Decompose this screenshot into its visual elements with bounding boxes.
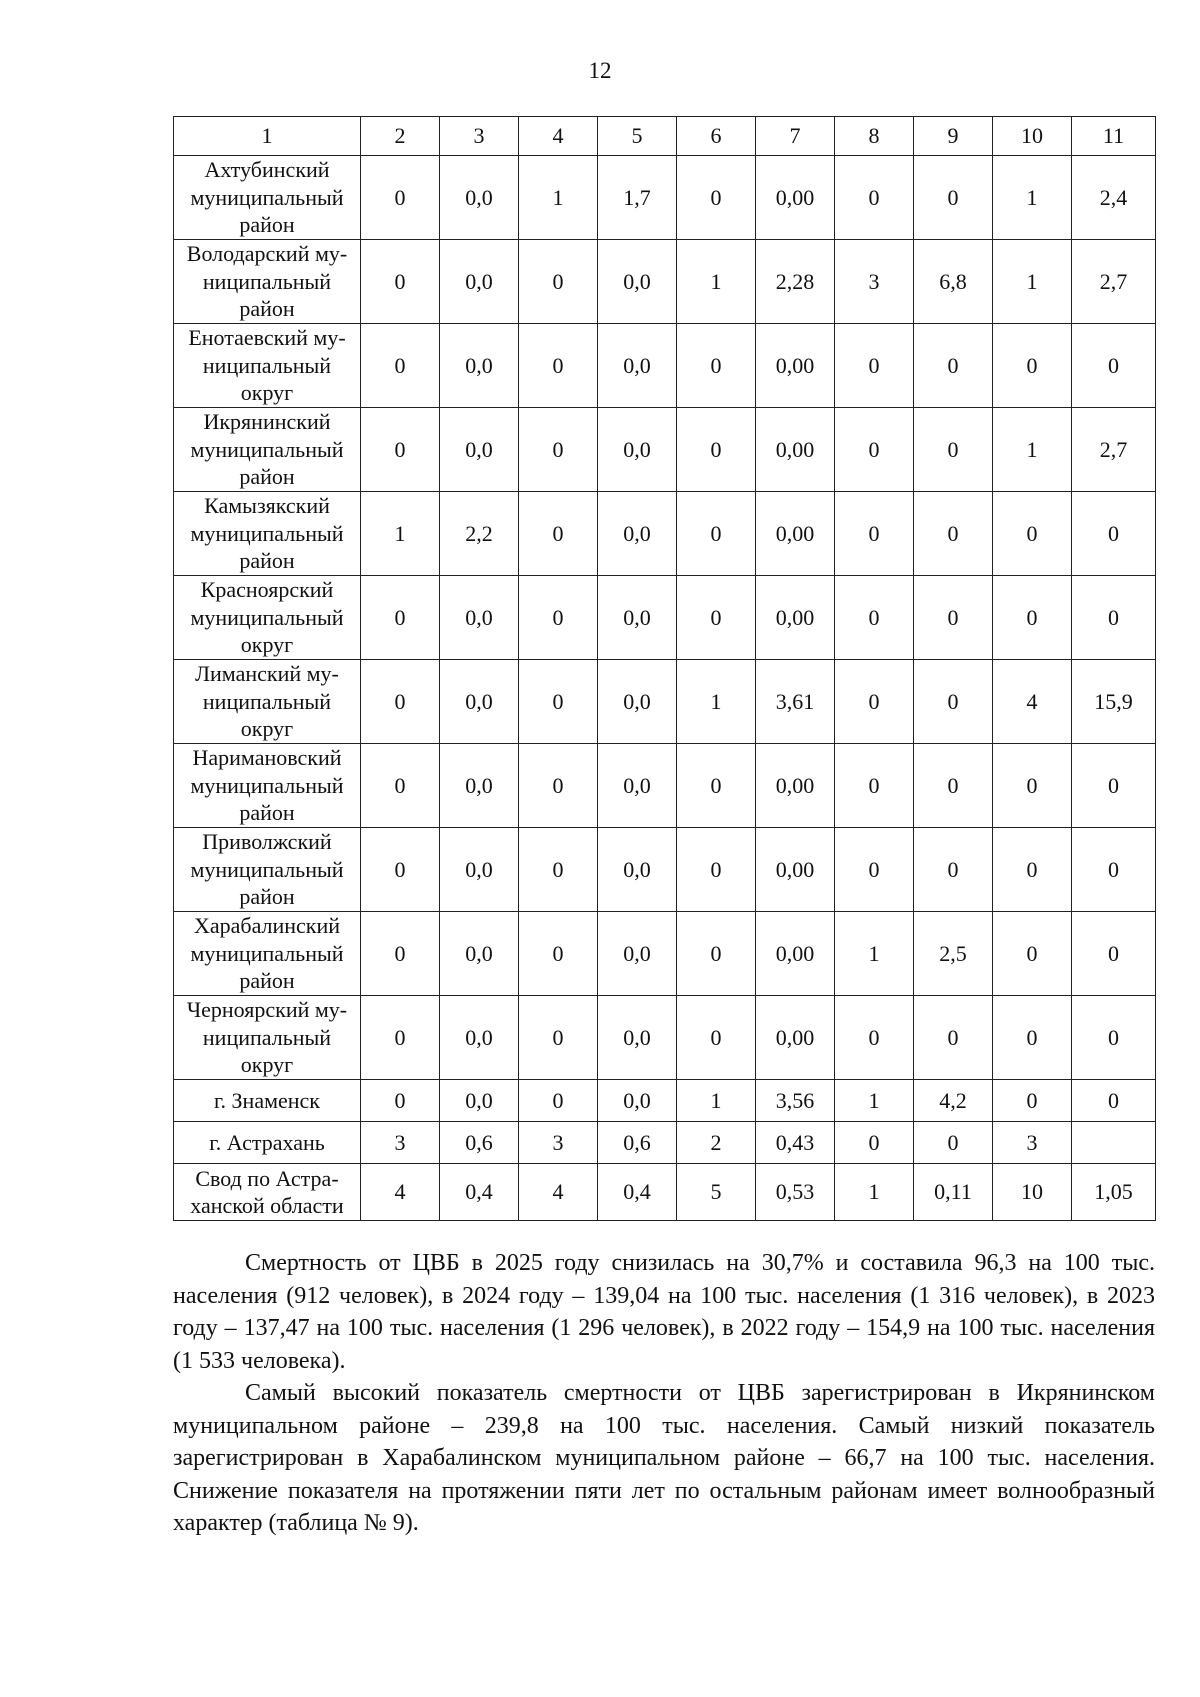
table-cell: 0	[914, 408, 993, 492]
table-cell: 1	[519, 156, 598, 240]
table-cell: 4	[361, 1164, 440, 1221]
column-header: 10	[993, 117, 1072, 156]
table-cell: 0	[993, 912, 1072, 996]
table-row	[174, 1122, 1156, 1164]
row-label-line: Красноярский	[200, 577, 334, 603]
row-label-line: район	[239, 800, 295, 826]
table-cell: 0,00	[756, 156, 835, 240]
table-cell: 0	[519, 1080, 598, 1122]
table-row	[174, 744, 1156, 828]
table-cell: 0,00	[756, 324, 835, 408]
row-label-line: округ	[240, 632, 294, 658]
table-cell: 0,00	[756, 744, 835, 828]
table-cell: 0	[914, 492, 993, 576]
table-row	[174, 1164, 1156, 1221]
table-cell: 3	[835, 240, 914, 324]
row-label	[174, 240, 361, 324]
table-row	[174, 408, 1156, 492]
table-cell: 0	[1072, 492, 1156, 576]
table-cell: 4	[519, 1164, 598, 1221]
row-label-line: ниципальный	[202, 1024, 332, 1050]
row-label-line: муниципальный	[190, 184, 344, 210]
table-cell: 0	[835, 576, 914, 660]
table-cell: 0	[361, 1080, 440, 1122]
row-label-line: Харабалинский	[193, 913, 341, 939]
row-label	[174, 996, 361, 1080]
row-label-line: округ	[240, 380, 294, 406]
table-cell: 2,5	[914, 912, 993, 996]
table-cell: 0,00	[756, 408, 835, 492]
table-cell: 0	[914, 324, 993, 408]
table-cell: 0	[1072, 324, 1156, 408]
table-cell: 1	[993, 240, 1072, 324]
column-header: 6	[677, 117, 756, 156]
table-cell: 0	[519, 744, 598, 828]
table-cell: 0	[361, 408, 440, 492]
table-cell: 2,2	[440, 492, 519, 576]
row-label-line: район	[239, 296, 295, 322]
row-label-line: Свод по Астра-	[195, 1165, 339, 1191]
table-cell: 0	[993, 492, 1072, 576]
table-cell: 0,0	[440, 1080, 519, 1122]
table-cell: 0	[835, 324, 914, 408]
table-cell: 0	[677, 912, 756, 996]
table-cell: 0	[835, 1122, 914, 1164]
column-header: 8	[835, 117, 914, 156]
row-label	[174, 1122, 361, 1164]
table-cell: 0,0	[598, 408, 677, 492]
table-cell: 0	[914, 996, 993, 1080]
table-cell: 0,0	[598, 576, 677, 660]
table-cell: 0	[1072, 1080, 1156, 1122]
table-cell: 0,0	[440, 660, 519, 744]
table-cell: 1	[993, 408, 1072, 492]
table-cell: 0	[914, 744, 993, 828]
paragraph: Смертность от ЦВБ в 2025 году снизилась на 30,7% и составила 96,3 на 100 тыс. населения (912 человек), в 2024 году – 139,04 на 100 тыс. населения (1 316 человек), в 2023 году – 137,47 на 100 тыс. населения (1 296 человек), в 2022 году – 154,9 на 100 тыс. населения (1 533 человека).	[173, 1250, 1155, 1374]
table-cell: 0	[835, 156, 914, 240]
table-cell: 0	[1072, 996, 1156, 1080]
table-cell: 4	[993, 660, 1072, 744]
table-cell: 0	[835, 408, 914, 492]
table-cell: 0	[519, 324, 598, 408]
table-cell: 0	[835, 996, 914, 1080]
table-cell: 0	[519, 996, 598, 1080]
row-label-line: ниципальный	[202, 268, 332, 294]
table-cell: 0,11	[914, 1164, 993, 1221]
table-cell: 0	[677, 744, 756, 828]
table-cell: 10	[993, 1164, 1072, 1221]
table-cell: 0,0	[598, 324, 677, 408]
table-cell: 0	[677, 408, 756, 492]
table-cell: 0	[361, 660, 440, 744]
table-cell: 0	[361, 156, 440, 240]
table-row	[174, 324, 1156, 408]
page-number: 12	[588, 58, 612, 83]
table-cell: 0,0	[440, 996, 519, 1080]
table-cell: 0,0	[598, 1080, 677, 1122]
table-cell: 0	[361, 240, 440, 324]
row-label-line: округ	[240, 716, 294, 742]
row-label	[174, 324, 361, 408]
row-label	[174, 828, 361, 912]
table-cell: 0	[361, 912, 440, 996]
table-cell: 0	[835, 744, 914, 828]
table-cell: 0,0	[440, 744, 519, 828]
table-cell: 0	[677, 576, 756, 660]
table-cell: 0,0	[440, 324, 519, 408]
table-cell: 0,6	[598, 1122, 677, 1164]
table-cell: 0,0	[440, 408, 519, 492]
body-text-block	[173, 1377, 1155, 1540]
row-label-line: район	[239, 548, 295, 574]
row-label-line: Ахтубинский	[204, 157, 330, 183]
table-row	[174, 156, 1156, 240]
table-cell: 0,00	[756, 996, 835, 1080]
table-cell: 0	[1072, 912, 1156, 996]
row-label-line: район	[239, 464, 295, 490]
table-cell	[1072, 1122, 1156, 1164]
row-label-line: ниципальный	[202, 352, 332, 378]
table-cell: 0	[993, 1080, 1072, 1122]
row-label	[174, 660, 361, 744]
column-header: 5	[598, 117, 677, 156]
table-row	[174, 828, 1156, 912]
row-label	[174, 408, 361, 492]
table-row	[174, 660, 1156, 744]
table-cell: 0,0	[598, 744, 677, 828]
table-cell: 0	[835, 492, 914, 576]
row-label-line: Черноярский му-	[186, 997, 348, 1023]
row-label-line: Камызякский	[204, 493, 330, 519]
table-cell: 6,8	[914, 240, 993, 324]
table-cell: 0,53	[756, 1164, 835, 1221]
row-label-line: муниципальный	[190, 604, 344, 630]
row-label-line: округ	[240, 1052, 294, 1078]
row-label-line: муниципальный	[190, 436, 344, 462]
table-cell: 0,6	[440, 1122, 519, 1164]
table-cell: 0	[993, 744, 1072, 828]
table-cell: 0	[361, 828, 440, 912]
column-header: 9	[914, 117, 993, 156]
table-cell: 2	[677, 1122, 756, 1164]
paragraph: Самый высокий показатель смертности от ЦВБ зарегистрирован в Икрянинском муниципальном районе – 239,8 на 100 тыс. населения. Самый низкий показатель зарегистрирован в Харабалинском муниципальном районе – 66,7 на 100 тыс. населения. Снижение показателя на протяжении пяти лет по остальным районам имеет волнообразный характер (таблица № 9).	[173, 1380, 1155, 1536]
table-cell: 1,7	[598, 156, 677, 240]
row-label-line: г. Астрахань	[209, 1129, 325, 1155]
table-row	[174, 240, 1156, 324]
body-text-block	[173, 1247, 1155, 1377]
table-cell: 0,0	[440, 912, 519, 996]
row-label	[174, 576, 361, 660]
row-label-line: муниципальный	[190, 772, 344, 798]
table-cell: 3	[361, 1122, 440, 1164]
table-cell: 0	[1072, 744, 1156, 828]
table-cell: 0	[993, 828, 1072, 912]
table-cell: 0	[835, 828, 914, 912]
table-cell: 3	[519, 1122, 598, 1164]
row-label-line: Лиманский му-	[195, 661, 339, 687]
row-label-line: Володарский му-	[186, 241, 348, 267]
row-label	[174, 156, 361, 240]
table-cell: 0,0	[598, 492, 677, 576]
table-cell: 0,00	[756, 828, 835, 912]
table-cell: 2,28	[756, 240, 835, 324]
table-cell: 0	[993, 324, 1072, 408]
table-cell: 1	[835, 912, 914, 996]
column-header: 3	[440, 117, 519, 156]
table-cell: 1	[677, 240, 756, 324]
table-row	[174, 576, 1156, 660]
row-label-line: г. Знаменск	[213, 1087, 320, 1113]
table-cell: 0,0	[598, 240, 677, 324]
table-cell: 2,4	[1072, 156, 1156, 240]
table-cell: 2,7	[1072, 240, 1156, 324]
table-cell: 0	[914, 156, 993, 240]
table-cell: 0,0	[440, 156, 519, 240]
table-cell: 0	[519, 408, 598, 492]
table-cell: 0	[361, 576, 440, 660]
table-cell: 3,56	[756, 1080, 835, 1122]
table-cell: 4,2	[914, 1080, 993, 1122]
table-cell: 0,0	[440, 240, 519, 324]
column-header: 1	[174, 117, 361, 156]
table-cell: 0	[1072, 828, 1156, 912]
row-label-line: муниципальный	[190, 520, 344, 546]
table-cell: 0,0	[440, 828, 519, 912]
table-cell: 1	[677, 1080, 756, 1122]
table-cell: 0	[519, 828, 598, 912]
table-cell: 0	[1072, 576, 1156, 660]
table-cell: 0	[519, 240, 598, 324]
table-cell: 0,0	[598, 660, 677, 744]
table-row	[174, 912, 1156, 996]
row-label-line: ниципальный	[202, 688, 332, 714]
table-cell: 0	[677, 828, 756, 912]
table-cell: 0	[361, 744, 440, 828]
table-cell: 0	[361, 324, 440, 408]
table-row	[174, 1080, 1156, 1122]
row-label-line: район	[239, 884, 295, 910]
table-cell: 1,05	[1072, 1164, 1156, 1221]
column-header: 4	[519, 117, 598, 156]
table-cell: 0	[914, 576, 993, 660]
table-cell: 0	[361, 996, 440, 1080]
table-cell: 5	[677, 1164, 756, 1221]
row-label-line: муниципальный	[190, 940, 344, 966]
row-label	[174, 492, 361, 576]
table-cell: 0,4	[598, 1164, 677, 1221]
row-label-line: район	[239, 968, 295, 994]
table-cell: 0,43	[756, 1122, 835, 1164]
table-cell: 0	[677, 156, 756, 240]
table-cell: 0	[914, 1122, 993, 1164]
table-row	[174, 996, 1156, 1080]
row-label-line: муниципальный	[190, 856, 344, 882]
table-cell: 0	[519, 912, 598, 996]
table-cell: 0	[677, 996, 756, 1080]
table-cell: 0,00	[756, 576, 835, 660]
table-cell: 0,0	[598, 912, 677, 996]
table-cell: 2,7	[1072, 408, 1156, 492]
column-header: 2	[361, 117, 440, 156]
table-cell: 0	[519, 660, 598, 744]
row-label	[174, 744, 361, 828]
table-cell: 0	[677, 324, 756, 408]
column-header: 11	[1072, 117, 1156, 156]
row-label-line: ханской области	[190, 1193, 344, 1218]
table-cell: 0,0	[598, 996, 677, 1080]
row-label	[174, 912, 361, 996]
table-cell: 0	[993, 996, 1072, 1080]
table-cell: 0	[993, 576, 1072, 660]
mortality-table	[173, 116, 1156, 1221]
table-cell: 0,00	[756, 492, 835, 576]
table-cell: 3	[993, 1122, 1072, 1164]
row-label	[174, 1080, 361, 1122]
table-cell: 0	[914, 660, 993, 744]
row-label	[174, 1164, 361, 1221]
row-label-line: Икрянинский	[203, 409, 331, 435]
row-label-line: Приволжский	[202, 829, 332, 855]
table-cell: 1	[835, 1164, 914, 1221]
table-row	[174, 492, 1156, 576]
table-cell: 1	[993, 156, 1072, 240]
table-cell: 0	[677, 492, 756, 576]
row-label-line: район	[239, 212, 295, 238]
table-cell: 0	[519, 576, 598, 660]
row-label-line: Наримановский	[192, 745, 342, 771]
table-cell: 1	[677, 660, 756, 744]
table-cell: 3,61	[756, 660, 835, 744]
row-label-line: Енотаевский му-	[188, 325, 346, 351]
table-cell: 0	[914, 828, 993, 912]
table-cell: 0,0	[440, 576, 519, 660]
table-cell: 0,4	[440, 1164, 519, 1221]
table-cell: 0	[835, 660, 914, 744]
table-cell: 0	[519, 492, 598, 576]
table-cell: 0,00	[756, 912, 835, 996]
table-cell: 1	[835, 1080, 914, 1122]
table-cell: 1	[361, 492, 440, 576]
table-cell: 15,9	[1072, 660, 1156, 744]
table-header-row	[174, 117, 1156, 156]
table-cell: 0,0	[598, 828, 677, 912]
column-header: 7	[756, 117, 835, 156]
